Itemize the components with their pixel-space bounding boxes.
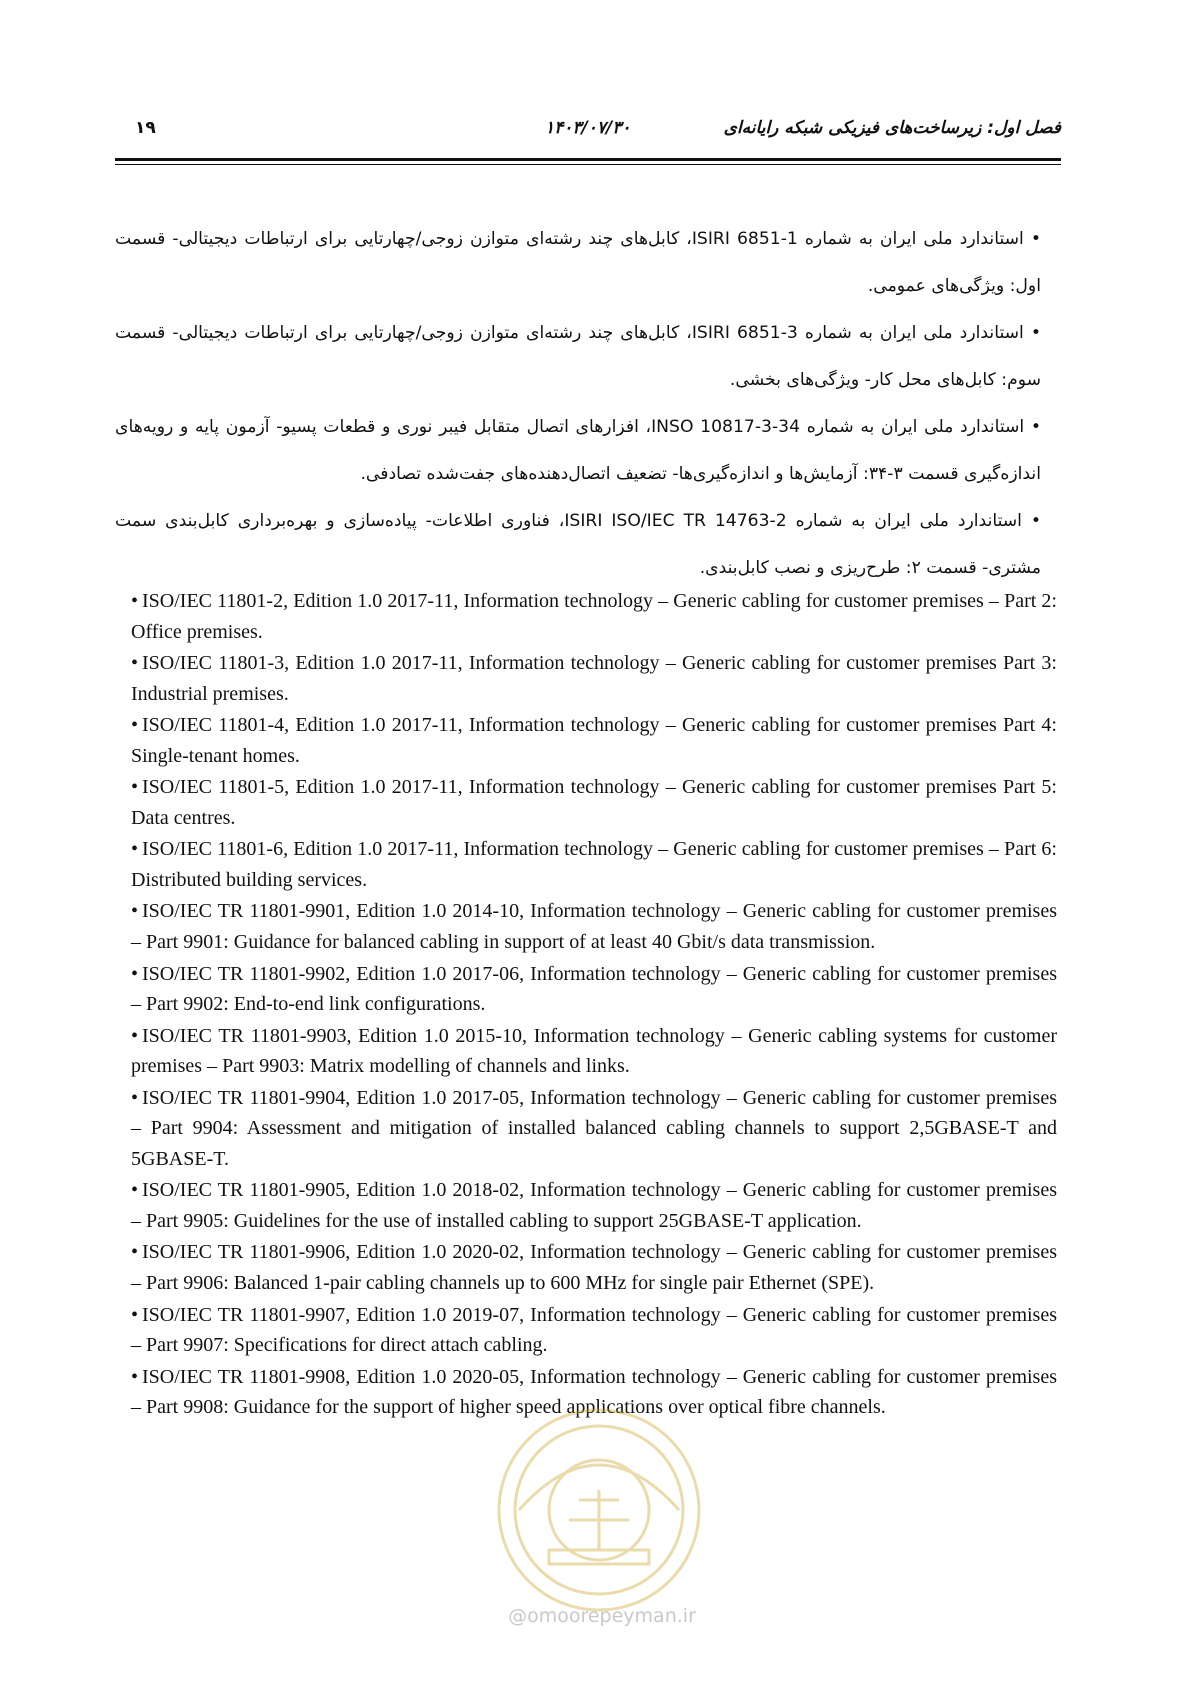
- list-item: [131, 772, 1057, 833]
- list-item: • استاندارد ملی ایران به شماره ISIRI ISO/IEC TR 14763-2، فناوری اطلاعات- پیاده‌سازی و بهره‌برداری کابل‌بندی سمت مشتری- قسمت ۲: طرح‌ریزی و نصب کابل‌بندی.: [115, 511, 1042, 578]
- list-item: [131, 1237, 1057, 1298]
- list-item: [131, 1300, 1057, 1361]
- list-item-text: ISO/IEC TR 11801-9907, Edition 1.0 2019-07, Information technology – Generic cabling for customer premises – Part 9907: Specifications for direct attach cabling.: [131, 1303, 1057, 1357]
- bullet-icon: •: [131, 590, 139, 612]
- bullet-icon: •: [131, 900, 139, 923]
- list-item: [131, 710, 1057, 771]
- header-date: ۱۴۰۳/۰۷/۳۰: [545, 118, 631, 138]
- list-item: [131, 1362, 1057, 1423]
- list-item: [131, 834, 1057, 895]
- list-item: • استاندارد ملی ایران به شماره INSO 10817-3-34، افزارهای اتصال متقابل فیبر نوری و قطعات پسیو- آزمون پایه و رویه‌های اندازه‌گیری قسمت ۳-۳۴: آزمایش‌ها و اندازه‌گیری‌ها- تضعیف اتصال‌دهنده‌های جفت‌شده تصادفی.: [115, 417, 1042, 484]
- bullet-icon: •: [131, 1179, 139, 1202]
- bullet-icon: •: [131, 1024, 139, 1047]
- list-item-text: ISO/IEC TR 11801-9902, Edition 1.0 2017-06, Information technology – Generic cabling for customer premises – Part 9902: End-to-end link configurations.: [131, 962, 1057, 1016]
- list-item-text: ISO/IEC TR 11801-9906, Edition 1.0 2020-02, Information technology – Generic cabling for customer premises – Part 9906: Balanced 1-pair cabling channels up to 600 MHz for single pair Ethernet (SPE).: [131, 1241, 1057, 1294]
- chapter-title: فصل اول: زیرساخت‌های فیزیکی شبکه رایانه‌ای: [723, 118, 1061, 138]
- bullet-icon: •: [131, 1365, 139, 1388]
- list-item: [131, 1083, 1057, 1175]
- list-item-text: ISO/IEC 11801-4, Edition 1.0 2017-11, Information technology – Generic cabling for customer premises Part 4: Single-tenant homes.: [131, 714, 1057, 767]
- persian-standards-list: [115, 216, 1041, 592]
- list-item: [131, 648, 1057, 709]
- english-standards-list: [131, 586, 1057, 1424]
- list-item: [131, 896, 1057, 957]
- list-item-text: ISO/IEC 11801-5, Edition 1.0 2017-11, Information technology – Generic cabling for customer premises Part 5: Data centres.: [131, 776, 1057, 829]
- bullet-icon: •: [131, 714, 139, 737]
- bullet-icon: •: [131, 776, 139, 799]
- list-item: • استاندارد ملی ایران به شماره ISIRI 6851-1، کابل‌های چند رشته‌ای متوازن زوجی/چهارتایی برای ارتباطات دیجیتالی- قسمت اول: ویژگی‌های عمومی.: [115, 229, 1042, 296]
- list-item-text: ISO/IEC TR 11801-9903, Edition 1.0 2015-10, Information technology – Generic cabling systems for customer premises – Part 9903: Matrix modelling of channels and links.: [131, 1024, 1057, 1078]
- bullet-icon: •: [131, 1241, 139, 1264]
- header-rule-thin: [115, 164, 1061, 165]
- list-item-text: ISO/IEC TR 11801-9904, Edition 1.0 2017-05, Information technology – Generic cabling for customer premises – Part 9904: Assessment and mitigation of installed balanced cabling channels to support 2,5GBASE-T and 5GBASE-T.: [131, 1086, 1057, 1170]
- list-item-text: ISO/IEC 11801-2, Edition 1.0 2017-11, Information technology – Generic cabling for customer premises – Part 2: Office premises.: [131, 590, 1057, 643]
- header-rule: [115, 158, 1061, 161]
- list-item: [131, 586, 1057, 647]
- list-item: [131, 1021, 1057, 1082]
- list-item-text: ISO/IEC 11801-3, Edition 1.0 2017-11, Information technology – Generic cabling for customer premises Part 3: Industrial premises.: [131, 652, 1057, 705]
- list-item-text: ISO/IEC 11801-6, Edition 1.0 2017-11, Information technology – Generic cabling for customer premises – Part 6: Distributed building services.: [131, 838, 1057, 891]
- list-item-text: ISO/IEC TR 11801-9901, Edition 1.0 2014-10, Information technology – Generic cabling for customer premises – Part 9901: Guidance for balanced cabling in support of at least 40 Gbit/s data transmission.: [131, 900, 1057, 953]
- list-item: [131, 1175, 1057, 1236]
- watermark-url: @omoorepeyman.ir: [508, 1605, 696, 1627]
- page-header: [115, 118, 1061, 152]
- bullet-icon: •: [131, 652, 139, 675]
- bullet-icon: •: [131, 1303, 139, 1326]
- bullet-icon: •: [131, 1086, 139, 1109]
- list-item-text: ISO/IEC TR 11801-9905, Edition 1.0 2018-02, Information technology – Generic cabling for customer premises – Part 9905: Guidelines for the use of installed cabling to support 25GBASE-T application.: [131, 1179, 1057, 1232]
- bullet-icon: •: [131, 962, 139, 985]
- list-item: [131, 959, 1057, 1020]
- bullet-icon: •: [131, 838, 139, 861]
- page-number: ۱۹: [135, 118, 156, 138]
- list-item: • استاندارد ملی ایران به شماره ISIRI 6851-3، کابل‌های چند رشته‌ای متوازن زوجی/چهارتایی برای ارتباطات دیجیتالی- قسمت سوم: کابل‌های محل کار- ویژگی‌های بخشی.: [115, 323, 1042, 390]
- list-item-text: ISO/IEC TR 11801-9908, Edition 1.0 2020-05, Information technology – Generic cabling for customer premises – Part 9908: Guidance for the support of higher speed applications over optical fibre channels.: [131, 1365, 1057, 1419]
- watermark-seal-icon: [489, 1400, 709, 1620]
